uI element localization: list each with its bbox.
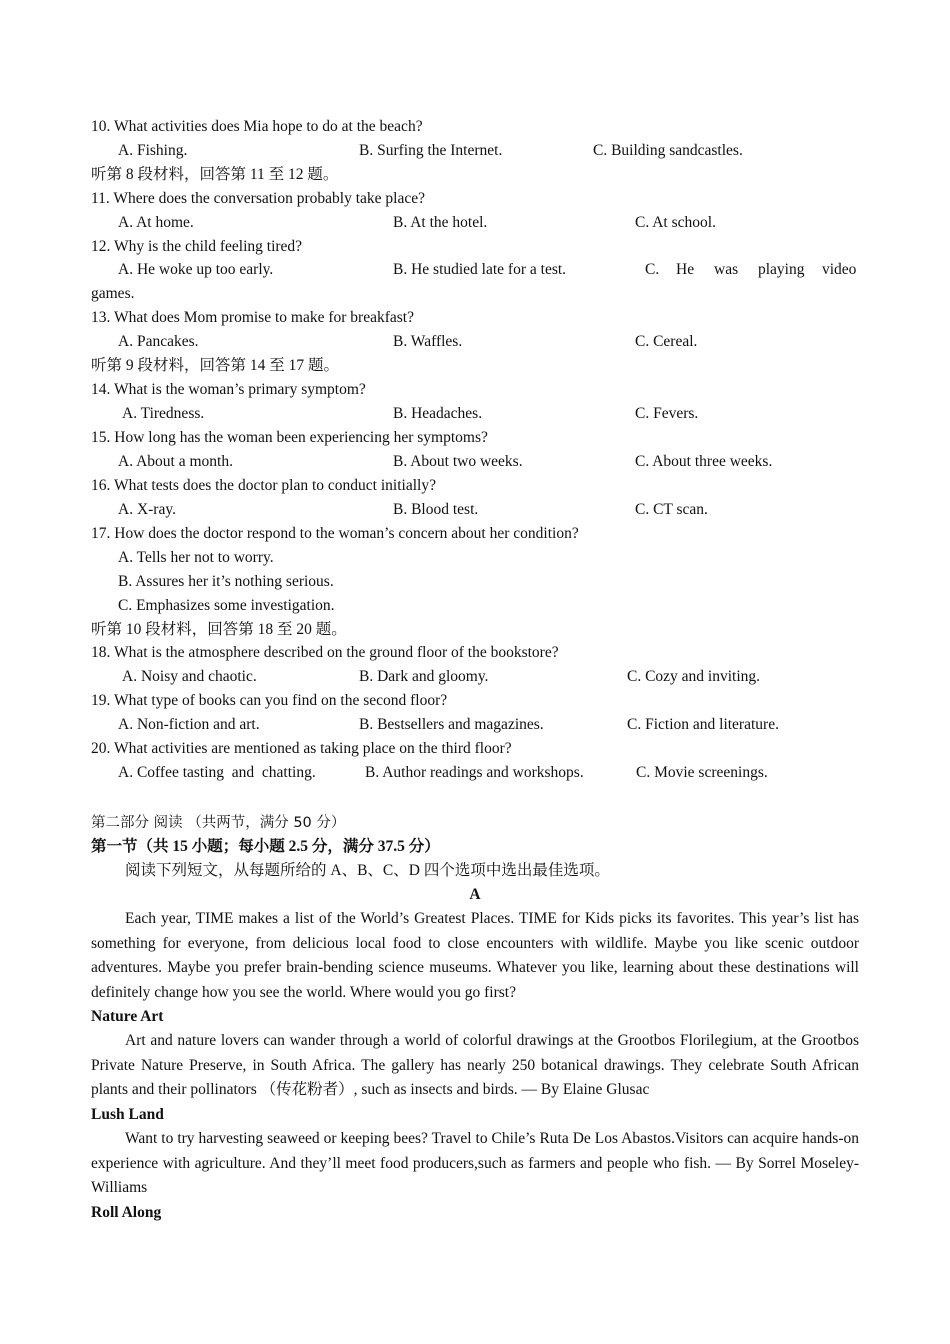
subheading-roll-along: Roll Along: [91, 1204, 162, 1221]
lush-land-text: Want to try harvesting seaweed or keeping bees? Travel to Chile’s Ruta De Los Abastos.Visitors can acquire hands-on experience with agriculture. And they’ll meet food producers,such as farmers and people who fish. — By Sorrel Moseley-Williams: [91, 1130, 859, 1196]
question-12-option-c-word: video: [822, 261, 857, 278]
question-10-option-c: C. Building sandcastles.: [593, 142, 743, 159]
question-12-stem: 12. Why is the child feeling tired?: [91, 238, 303, 255]
question-18-option-a: A. Noisy and chaotic.: [122, 668, 257, 685]
question-10-option-b: B. Surfing the Internet.: [359, 142, 503, 159]
question-12-option-c-word: playing: [758, 261, 805, 278]
question-13-option-b: B. Waffles.: [393, 333, 463, 350]
question-14-stem: 14. What is the woman’s primary symptom?: [91, 381, 366, 398]
section-8-instruction: 听第 8 段材料，回答第 11 至 12 题。: [91, 166, 339, 183]
question-12-option-c-word: was: [714, 261, 739, 278]
question-20-option-b: B. Author readings and workshops.: [365, 764, 584, 781]
question-18-option-b: B. Dark and gloomy.: [359, 668, 489, 685]
question-11-option-a: A. At home.: [118, 214, 194, 231]
question-20-option-a: A. Coffee tasting and chatting.: [118, 764, 316, 781]
question-19-stem: 19. What type of books can you find on the second floor?: [91, 692, 448, 709]
question-17-stem: 17. How does the doctor respond to the woman’s concern about her condition?: [91, 525, 579, 542]
question-11-option-c: C. At school.: [635, 214, 716, 231]
question-12-option-c-continued: games.: [91, 285, 135, 302]
nature-art-text: Art and nature lovers can wander through a world of colorful drawings at the Grootbos Florilegium, at the Grootbos Private Nature Preserve, in South Africa. The gallery has nearly 250 botanical drawings. They celebrate South African plants and their pollinators （传花粉者）, such as insects and birds. — By Elaine Glusac: [91, 1032, 859, 1098]
question-10-stem: 10. What activities does Mia hope to do at the beach?: [91, 118, 423, 135]
question-13-option-c: C. Cereal.: [635, 333, 698, 350]
question-15-option-a: A. About a month.: [118, 453, 233, 470]
question-16-option-b: B. Blood test.: [393, 501, 479, 518]
subheading-lush-land: Lush Land: [91, 1106, 164, 1123]
question-10-option-a: A. Fishing.: [118, 142, 188, 159]
question-19-option-c: C. Fiction and literature.: [627, 716, 779, 733]
part-2-title: 第二部分 阅读 （共两节，满分 50 分）: [91, 815, 346, 831]
passage-intro-text: Each year, TIME makes a list of the World’s Greatest Places. TIME for Kids picks its favorites. This year’s list has something for everyone, from delicious local food to close encounters with wildlife. Maybe you like scenic outdoor adventures. Maybe you prefer brain-bending science museums. Whatever you like, learning about these destinations will definitely change how you see the world. Where would you go first?: [91, 910, 859, 1001]
question-19-option-b: B. Bestsellers and magazines.: [359, 716, 544, 733]
question-12-option-c-word: He: [676, 261, 695, 278]
question-15-stem: 15. How long has the woman been experiencing her symptoms?: [91, 429, 488, 446]
question-12-option-b: B. He studied late for a test.: [393, 261, 567, 278]
reading-instruction: 阅读下列短文，从每题所给的 A、B、C、D 四个选项中选出最佳选项。: [125, 862, 610, 879]
question-12-option-a: A. He woke up too early.: [118, 261, 274, 278]
lush-land-paragraph: [91, 1127, 859, 1201]
question-17-option-c: C. Emphasizes some investigation.: [118, 597, 335, 614]
question-19-option-a: A. Non-fiction and art.: [118, 716, 260, 733]
question-14-option-b: B. Headaches.: [393, 405, 483, 422]
question-15-option-b: B. About two weeks.: [393, 453, 523, 470]
nature-art-paragraph: [91, 1029, 859, 1103]
question-16-option-c: C. CT scan.: [635, 501, 708, 518]
question-15-option-c: C. About three weeks.: [635, 453, 773, 470]
question-14-option-a: A. Tiredness.: [122, 405, 205, 422]
section-9-instruction: 听第 9 段材料，回答第 14 至 17 题。: [91, 357, 340, 374]
question-12-option-c-letter: C.: [645, 261, 660, 278]
question-16-stem: 16. What tests does the doctor plan to conduct initially?: [91, 477, 436, 494]
question-13-option-a: A. Pancakes.: [118, 333, 199, 350]
passage-label: A: [469, 886, 481, 903]
section-10-instruction: 听第 10 段材料，回答第 18 至 20 题。: [91, 621, 347, 638]
question-16-option-a: A. X-ray.: [118, 501, 176, 518]
question-18-option-c: C. Cozy and inviting.: [627, 668, 761, 685]
subheading-nature-art: Nature Art: [91, 1008, 164, 1025]
question-18-stem: 18. What is the atmosphere described on the ground floor of the bookstore?: [91, 644, 559, 661]
question-11-option-b: B. At the hotel.: [393, 214, 488, 231]
question-20-stem: 20. What activities are mentioned as taking place on the third floor?: [91, 740, 512, 757]
question-20-option-c: C. Movie screenings.: [636, 764, 768, 781]
question-11-stem: 11. Where does the conversation probably take place?: [91, 190, 425, 207]
question-14-option-c: C. Fevers.: [635, 405, 699, 422]
passage-intro-paragraph: [91, 907, 859, 1005]
question-17-option-a: A. Tells her not to worry.: [118, 549, 274, 566]
question-13-stem: 13. What does Mom promise to make for breakfast?: [91, 309, 414, 326]
section-1-heading: 第一节（共 15 小题；每小题 2.5 分，满分 37.5 分）: [91, 838, 440, 855]
question-17-option-b: B. Assures her it’s nothing serious.: [118, 573, 334, 590]
